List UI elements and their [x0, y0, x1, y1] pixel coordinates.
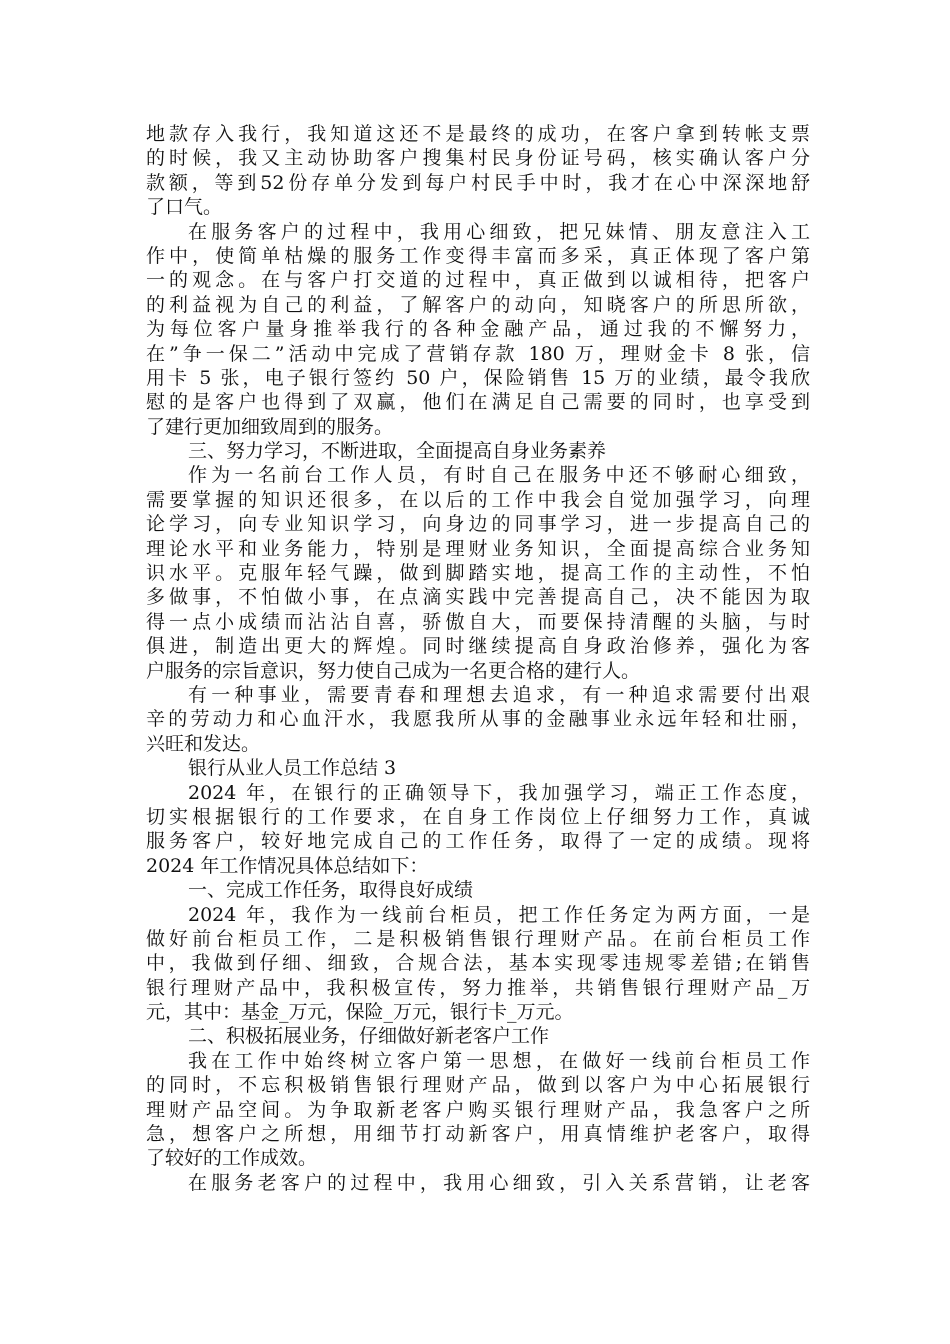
text-line: 多做事，不怕做小事，在点滴实践中完善提高自己，决不能因为取 [146, 586, 810, 609]
text-line: 的利益视为自己的利益，了解客户的动向，知晓客户的所思所欲， [146, 293, 810, 316]
text-line: 识水平。克服年轻气躁，做到脚踏实地，提高工作的主动性，不怕 [146, 562, 810, 585]
text-line: 地款存入我行，我知道这还不是最终的成功，在客户拿到转帐支票 [146, 123, 810, 145]
text-line: 2024 年，我作为一线前台柜员，把工作任务定为两方面，一是 [188, 903, 810, 926]
text-line: 元，其中：基金_万元，保险_万元，银行卡_万元。 [146, 1001, 574, 1024]
text-line: 得一点小成绩而沾沾自喜，骄傲自大，而要保持清醒的头脑，与时 [146, 610, 810, 633]
text-line: 在服务老客户的过程中，我用心细致，引入关系营销，让老客 [188, 1171, 810, 1194]
text-line: 银行理财产品中，我积极宣传，努力推举，共销售银行理财产品_万 [146, 976, 810, 999]
text-line: 作中，使简单枯燥的服务工作变得丰富而多采，真正体现了客户第 [146, 244, 810, 267]
text-line: 银行从业人员工作总结 3 [188, 757, 397, 780]
text-line: 为每位客户量身推举我行的各种金融产品，通过我的不懈努力， [146, 318, 810, 341]
text-line: 了较好的工作成效。 [146, 1147, 318, 1170]
text-line: 论学习，向专业知识学习，向身边的同事学习，进一步提高自己的 [146, 513, 810, 536]
text-line: 我在工作中始终树立客户第一思想，在做好一线前台柜员工作 [188, 1049, 810, 1072]
text-line: 的时候，我又主动协助客户搜集村民身份证号码，核实确认客户分 [146, 147, 810, 170]
text-line: 在”争一保二”活动中完成了营销存款 180 万，理财金卡 8 张，信 [146, 342, 810, 365]
text-line: 作为一名前台工作人员，有时自己在服务中还不够耐心细致， [188, 464, 810, 487]
text-line: 在服务客户的过程中，我用心细致，把兄妹情、朋友意注入工 [188, 220, 810, 243]
text-line: 辛的劳动力和心血汗水，我愿我所从事的金融事业永远年轻和壮丽， [146, 708, 810, 731]
text-line: 慰的是客户也得到了双赢，他们在满足自己需要的同时，也享受到 [146, 391, 810, 414]
text-line: 的同时，不忘积极销售银行理财产品，做到以客户为中心拓展银行 [146, 1074, 810, 1097]
text-line: 中，我做到仔细、细致，合规合法，基本实现零违规零差错;在销售 [146, 952, 810, 975]
text-line: 服务客户，较好地完成自己的工作任务，取得了一定的成绩。现将 [146, 830, 810, 853]
text-line: 2024 年，在银行的正确领导下，我加强学习，端正工作态度， [188, 781, 810, 804]
text-line: 急，想客户之所想，用细节打动新客户，用真情维护老客户，取得 [146, 1123, 810, 1146]
text-line: 有一种事业，需要青春和理想去追求，有一种追求需要付出艰 [188, 683, 810, 706]
text-line: 户服务的宗旨意识，努力使自己成为一名更合格的建行人。 [146, 659, 641, 682]
text-line: 俱进，制造出更大的辉煌。同时继续提高自身政治修养，强化为客 [146, 635, 810, 658]
text-line: 二、积极拓展业务，仔细做好新老客户工作 [188, 1025, 550, 1048]
text-line: 兴旺和发达。 [146, 732, 261, 755]
document-body [146, 122, 810, 1195]
text-line: 做好前台柜员工作，二是积极销售银行理财产品。在前台柜员工作 [146, 927, 810, 950]
text-line: 2024 年工作情况具体总结如下： [146, 854, 429, 877]
text-line: 用卡 5 张，电子银行签约 50 户，保险销售 15 万的业绩，最令我欣 [146, 366, 810, 389]
text-line: 三、努力学习，不断进取，全面提高自身业务素养 [188, 440, 607, 463]
text-line: 了口气。 [146, 196, 223, 219]
text-line: 理财产品空间。为争取新老客户购买银行理财产品，我急客户之所 [146, 1098, 810, 1121]
text-line: 理论水平和业务能力，特别是理财业务知识，全面提高综合业务知 [146, 537, 810, 560]
text-line: 款额，等到52份存单分发到每户村民手中时，我才在心中深深地舒 [146, 171, 810, 194]
text-line: 切实根据银行的工作要求，在自身工作岗位上仔细努力工作，真诚 [146, 805, 810, 828]
text-line: 一、完成工作任务，取得良好成绩 [188, 879, 474, 902]
text-line: 需要掌握的知识还很多，在以后的工作中我会自觉加强学习，向理 [146, 488, 810, 511]
text-line: 了建行更加细致周到的服务。 [146, 415, 394, 438]
text-line: 一的观念。在与客户打交道的过程中，真正做到以诚相待，把客户 [146, 269, 810, 292]
